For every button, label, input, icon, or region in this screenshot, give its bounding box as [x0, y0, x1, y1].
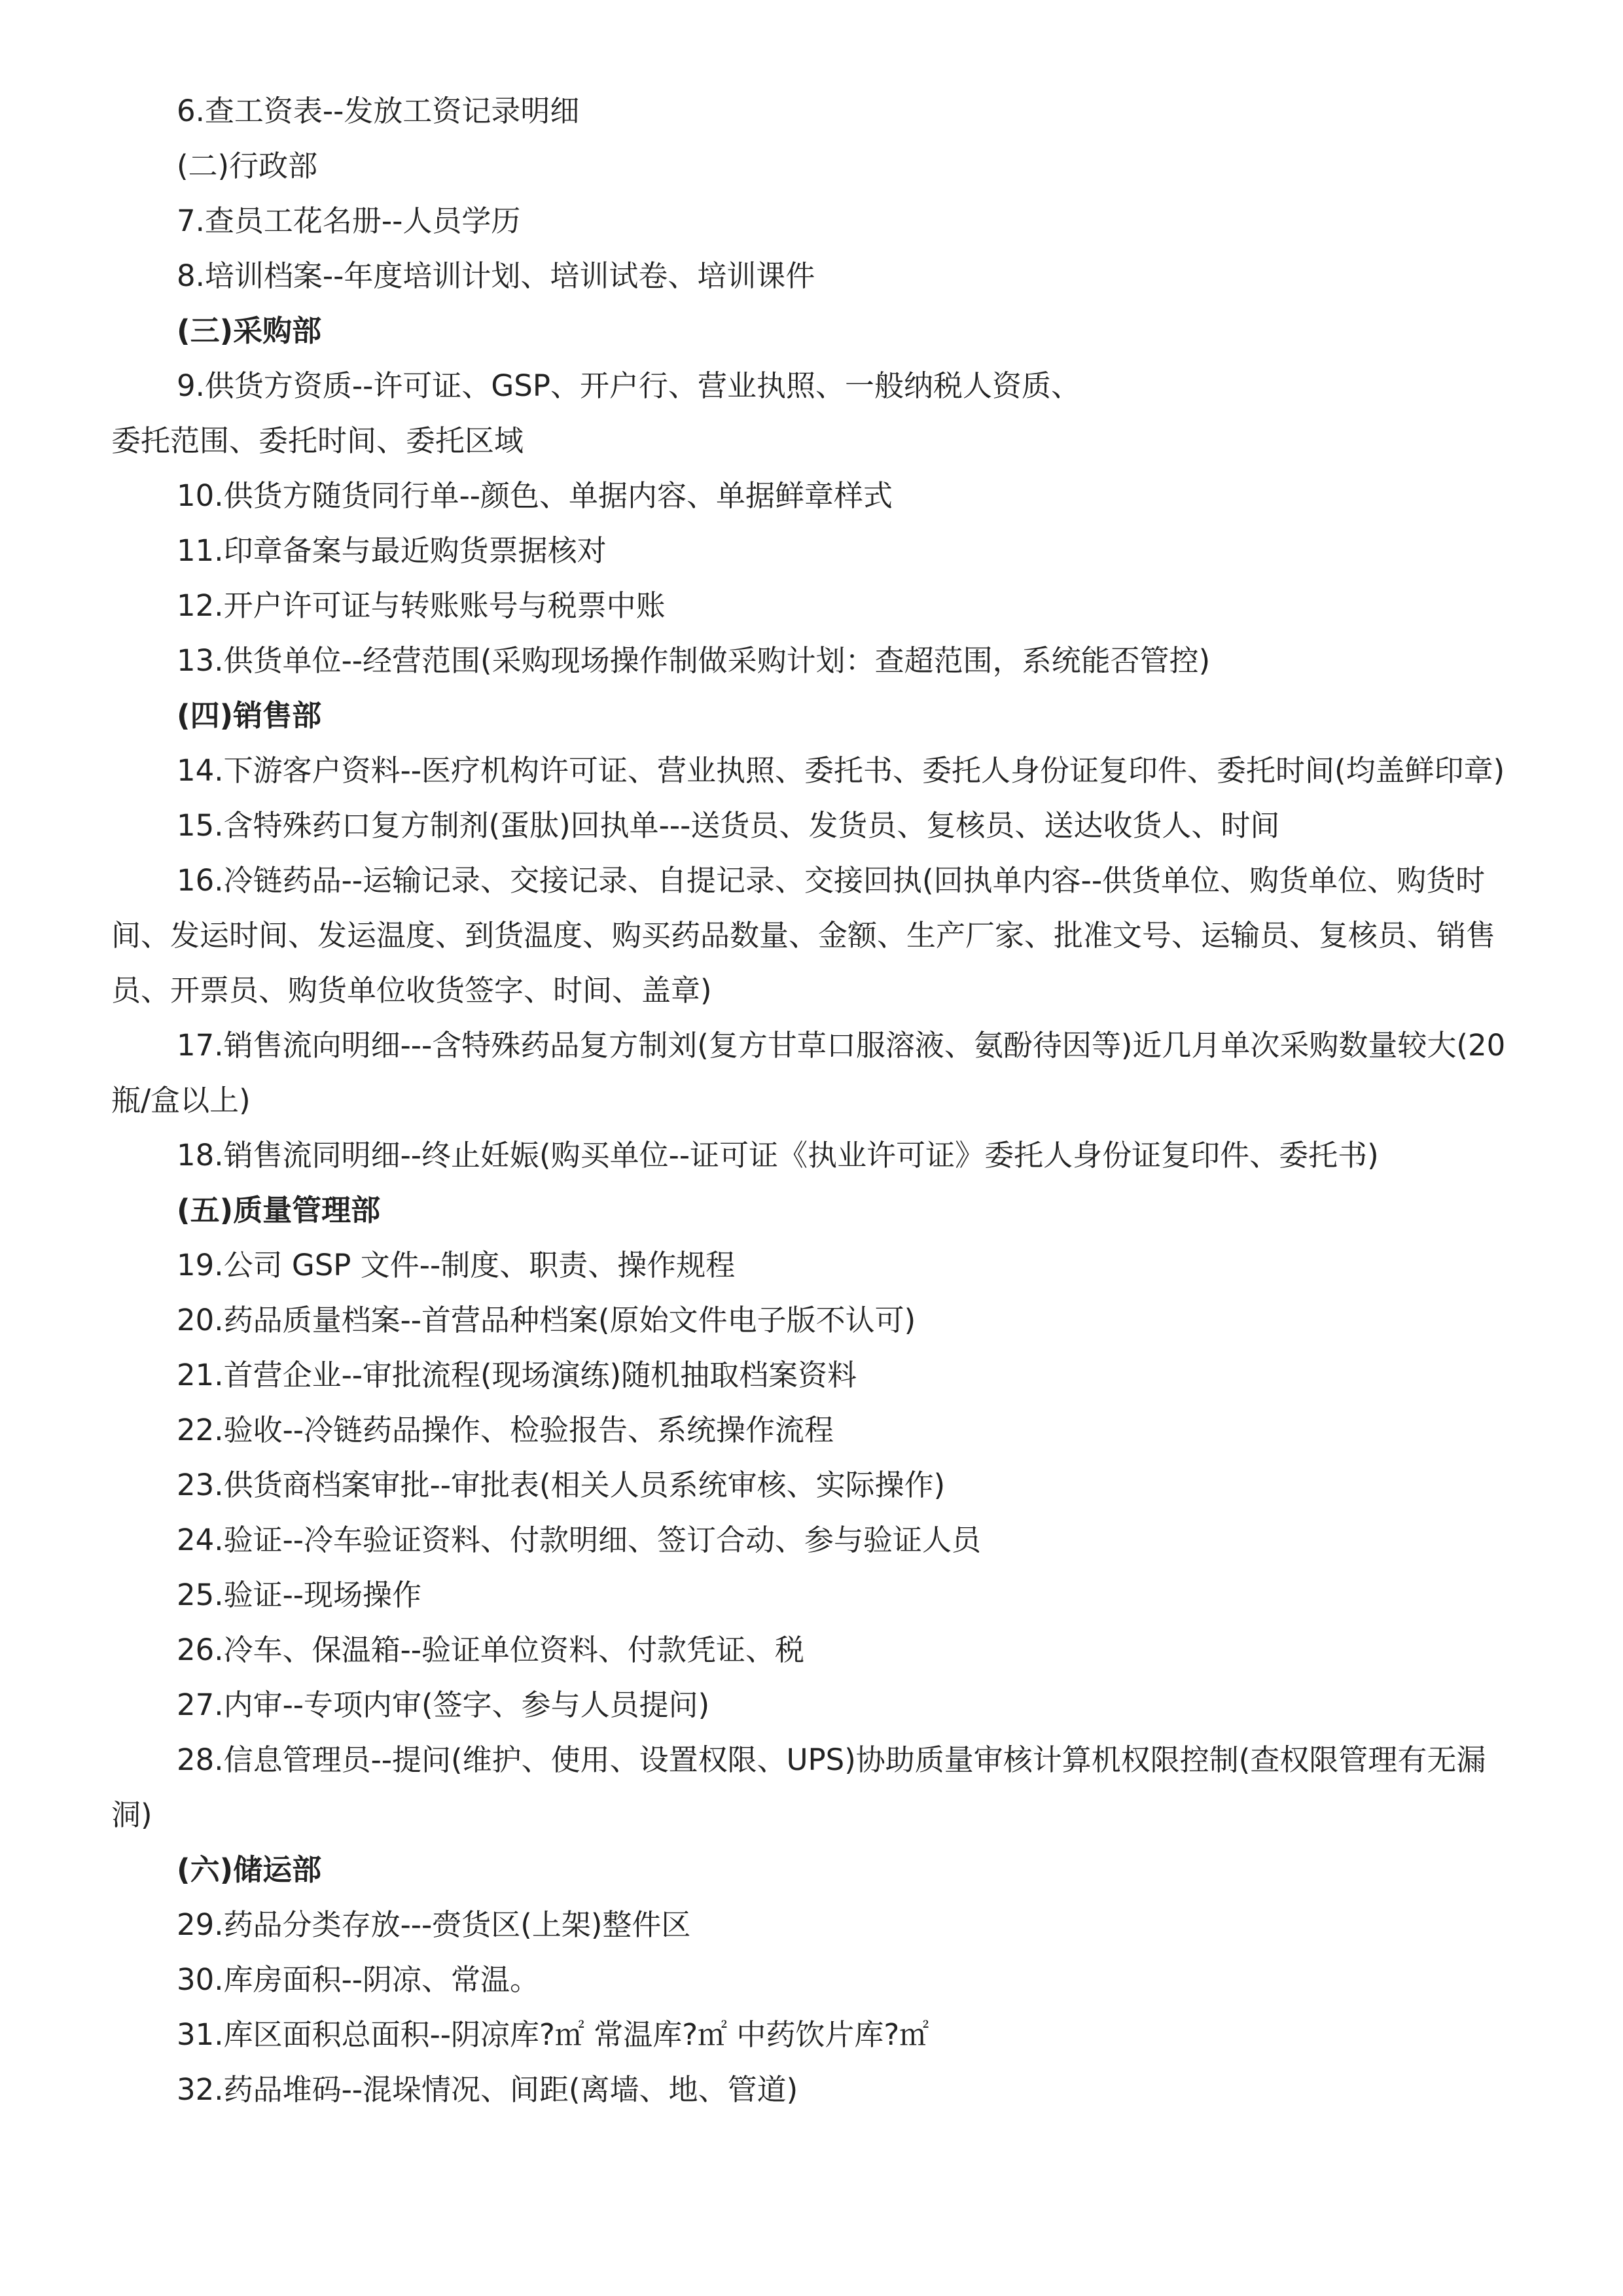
list-item: 17.销售流向明细---含特殊药品复方制刘(复方甘草口服溶液、氨酚待因等)近几月单次采购数量较大(20 瓶/盒以上) [111, 1028, 1506, 1118]
section-heading: (二)行政部 [177, 149, 318, 183]
list-item: 19.公司 GSP 文件--制度、职责、操作规程 [177, 1248, 736, 1282]
list-item: 10.供货方随货同行单--颜色、单据内容、单据鲜章样式 [177, 478, 893, 513]
list-item: 29.药品分类存放---赍货区(上架)整件区 [177, 1907, 691, 1942]
list-item: 25.验证--现场操作 [177, 1578, 422, 1612]
list-item: 20.药品质量档案--首营品种档案(原始文件电子版不认可) [177, 1303, 916, 1337]
list-item: 28.信息管理员--提问(维护、使用、设置权限、UPS)协助质量审核计算机权限控制(查权限管理有无漏洞) [111, 1742, 1486, 1832]
list-item: 31.库区面积总面积--阴凉库?㎡ 常温库?㎡ 中药饮片库?㎡ [177, 2017, 929, 2052]
list-item-continuation: 委托范围、委托时间、委托区域 [111, 423, 524, 458]
section-heading: (五)质量管理部 [177, 1193, 381, 1227]
list-item: 15.含特殊药口复方制剂(蛋肽)回执单---送货员、发货员、复核员、送达收货人、时间 [177, 808, 1280, 843]
list-item: 8.培训档案--年度培训计划、培训试卷、培训课件 [177, 258, 815, 293]
document-body [111, 84, 1518, 2117]
list-item: 7.查员工花名册--人员学历 [177, 203, 521, 238]
section-heading: (六)储运部 [177, 1852, 322, 1887]
list-item: 27.内审--专项内审(签字、参与人员提问) [177, 1687, 710, 1722]
list-item: 14.下游客户资料--医疗机构许可证、营业执照、委托书、委托人身份证复印件、委托时间(均盖鲜印章) [177, 753, 1505, 788]
list-item: 11.印章备案与最近购货票据核对 [177, 533, 607, 568]
list-item: 21.首营企业--审批流程(现场演练)随机抽取档案资料 [177, 1358, 857, 1392]
list-item: 24.验证--冷车验证资料、付款明细、签订合动、参与验证人员 [177, 1523, 982, 1557]
list-item: 9.供货方资质--许可证、GSP、开户行、营业执照、一般纳税人资质、 [177, 368, 1080, 403]
list-item: 32.药品堆码--混垛情况、间距(离墙、地、管道) [177, 2072, 798, 2107]
list-item: 23.供货商档案审批--审批表(相关人员系统审核、实际操作) [177, 1468, 946, 1502]
list-item: 16.冷链药品--运输记录、交接记录、自提记录、交接回执(回执单内容--供货单位、购货单位、购货时间、发运时间、发运温度、到货温度、购买药品数量、金额、生产厂家、批准文号、运输员、复核员、销售员、开票员、购货单位收货签字、时间、盖章) [111, 863, 1496, 1008]
section-heading: (四)销售部 [177, 698, 322, 733]
list-item: 12.开户许可证与转账账号与税票中账 [177, 588, 666, 623]
section-heading: (三)采购部 [177, 313, 322, 348]
list-item: 26.冷车、保温箱--验证单位资料、付款凭证、税 [177, 1633, 805, 1667]
list-item: 18.销售流同明细--终止妊娠(购买单位--证可证《执业许可证》委托人身份证复印件、委托书) [177, 1138, 1379, 1173]
list-item: 30.库房面积--阴凉、常温。 [177, 1962, 540, 1997]
list-item: 6.查工资表--发放工资记录明细 [177, 94, 580, 128]
list-item: 13.供货单位--经营范围(采购现场操作制做采购计划：查超范围，系统能否管控) [177, 643, 1211, 678]
list-item: 22.验收--冷链药品操作、检验报告、系统操作流程 [177, 1413, 834, 1447]
